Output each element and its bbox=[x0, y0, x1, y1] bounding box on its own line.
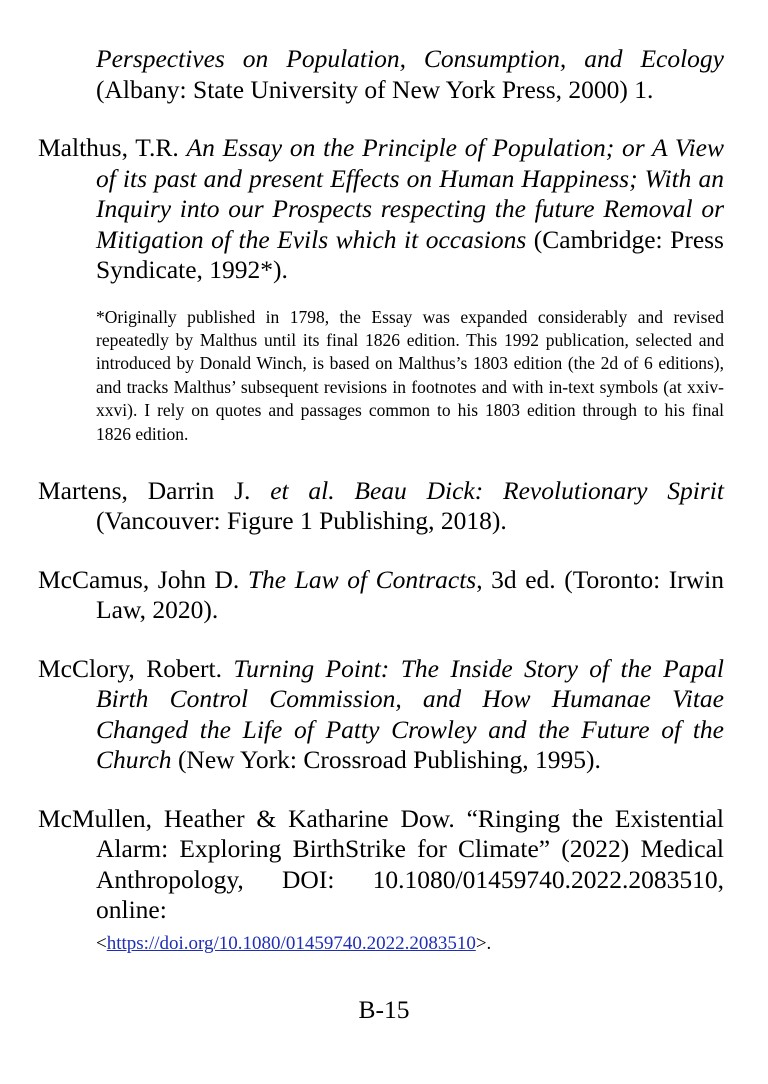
entry-mccamus-publication: , 3d ed. (Toronto: Irwin Law, 2020). bbox=[96, 564, 724, 625]
entry-malthus bbox=[38, 133, 724, 286]
entry-malthus-author: Malthus, T.R. bbox=[38, 133, 187, 162]
entry-malthus-publication: (Cambridge: Press Syndicate, 1992*). bbox=[96, 224, 724, 284]
entry-mccamus bbox=[38, 565, 724, 626]
entry-perspectives bbox=[38, 44, 724, 105]
entry-martens-title: Beau Dick: Revolutionary Spirit bbox=[334, 475, 724, 505]
entry-malthus-title: An Essay on the Principle of Population; or A View of its past and present Effects on Human Happiness; With an Inquiry into our Prospects respecting the future Removal or Mitigation of the Evils which it occasions bbox=[96, 133, 724, 254]
malthus-footnote: *Originally published in 1798, the Essay was expanded considerably and revised repeatedly by Malthus until its final 1826 edition. This 1992 publication, selected and introduced by Donald Winch, is based on Malthus’s 1803 edition (the 2d of 6 editions), and tracks Malthus’ subsequent revisions in footnotes and with in-text symbols (at xxiv-xxvi). I rely on quotes and passages common to his 1803 edition through to his final 1826 edition. bbox=[96, 306, 724, 444]
entry-mcmullen-url-line bbox=[96, 932, 724, 956]
entry-mccamus-title: The Law of Contracts bbox=[247, 564, 477, 594]
entry-mcclory bbox=[38, 654, 724, 776]
entry-mcclory-title: Turning Point: The Inside Story of the Papal Birth Control Commission, and How Humanae Vitae Changed the Life of Patty Crowley and the Future of the Church bbox=[96, 653, 724, 775]
url-open-bracket: < bbox=[96, 932, 107, 954]
entry-martens bbox=[38, 476, 724, 537]
entry-mcmullen-text: McMullen, Heather & Katharine Dow. “Ringing the Existential Alarm: Exploring BirthStrike for Climate” (2022) Medical Anthropology, DOI: 10.1080/01459740.2022.2083510, online: bbox=[38, 803, 724, 925]
page-number: B-15 bbox=[358, 995, 410, 1024]
entry-martens-publication: (Vancouver: Figure 1 Publishing, 2018). bbox=[96, 506, 507, 536]
doi-link[interactable]: https://doi.org/10.1080/01459740.2022.2083510 bbox=[106, 932, 476, 954]
entry-mcclory-publication: (New York: Crossroad Publishing, 1995). bbox=[171, 745, 601, 775]
entry-mccamus-author: McCamus, John D. bbox=[38, 564, 248, 594]
entry-mcclory-author: McClory, Robert. bbox=[38, 653, 234, 683]
entry-perspectives-publication: (Albany: State University of New York Press, 2000) 1. bbox=[96, 74, 654, 104]
bibliography-page bbox=[38, 44, 724, 956]
entry-martens-etal: et al. bbox=[270, 475, 335, 505]
entry-martens-author: Martens, Darrin J. bbox=[38, 475, 271, 505]
entry-mcmullen bbox=[38, 804, 724, 926]
entry-perspectives-title: Perspectives on Population, Consumption, and Ecology bbox=[96, 44, 724, 73]
url-close-bracket: >. bbox=[475, 932, 492, 954]
